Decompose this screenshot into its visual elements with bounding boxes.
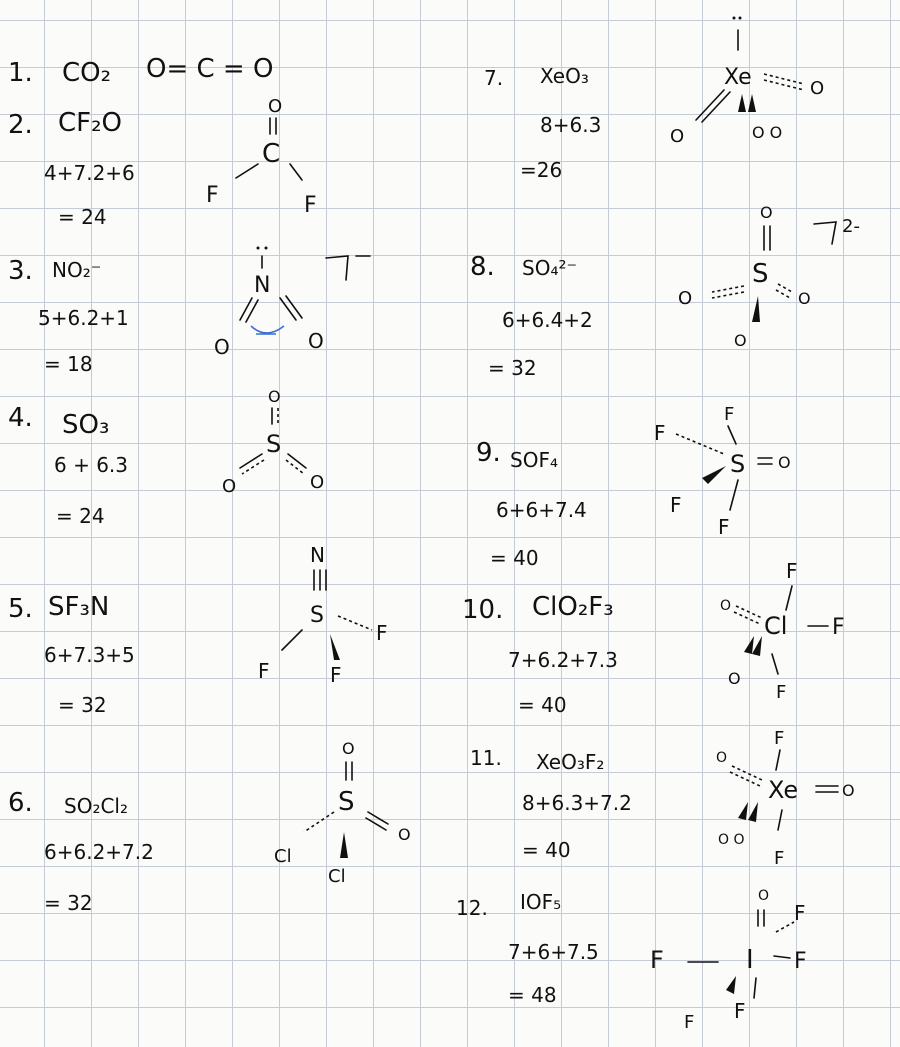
atom-o-right: O bbox=[810, 78, 825, 99]
atom-o-top: O bbox=[760, 203, 773, 222]
problem-5-electron-total: = 32 bbox=[58, 693, 107, 717]
problem-6-electron-sum: 6+6.2+7.2 bbox=[44, 840, 154, 864]
atom-f-left: F bbox=[650, 946, 664, 974]
atom-o-left: O bbox=[678, 288, 693, 309]
atom-cl-dash: Cl bbox=[274, 846, 292, 867]
problem-6-number: 6. bbox=[8, 788, 33, 818]
atom-o-right: O bbox=[308, 329, 324, 353]
problem-7-electron-total: =26 bbox=[520, 158, 563, 182]
atom-o-right: O bbox=[310, 472, 325, 493]
atom-o-right: O bbox=[842, 781, 855, 800]
atom-c-center: C bbox=[262, 139, 281, 169]
problem-3-electron-sum: 5+6.2+1 bbox=[38, 306, 129, 330]
atom-o-dash: O bbox=[720, 598, 732, 614]
atom-o-right: O bbox=[398, 825, 411, 844]
atom-s-center: S bbox=[752, 259, 769, 289]
atom-o-bottom: O O bbox=[752, 123, 783, 142]
atom-f-right: F bbox=[794, 949, 807, 974]
atom-s-center: S bbox=[310, 603, 324, 628]
atom-f-dash: F bbox=[376, 621, 388, 645]
atom-o-top: O bbox=[758, 888, 770, 904]
atom-f-bottom: F bbox=[776, 682, 787, 703]
atom-s-center: S bbox=[338, 787, 355, 817]
structure-so2cl2 bbox=[264, 736, 434, 890]
atom-xe-center: Xe bbox=[768, 776, 799, 804]
problem-11-number: 11. bbox=[470, 746, 502, 770]
atom-o-top: O bbox=[268, 387, 281, 406]
atom-cl-center: Cl bbox=[764, 612, 788, 640]
problem-2-electron-total: = 24 bbox=[58, 205, 107, 229]
atom-f-dash: F bbox=[654, 421, 666, 445]
problem-12-electron-sum: 7+6+7.5 bbox=[508, 940, 599, 964]
problem-2-electron-sum: 4+7.2+6 bbox=[44, 161, 135, 185]
problem-12-formula: IOF₅ bbox=[520, 890, 562, 914]
problem-11-electron-total: = 40 bbox=[522, 838, 571, 862]
atom-s-center: S bbox=[266, 430, 282, 458]
problem-4-formula: SO₃ bbox=[62, 410, 110, 440]
problem-1-structure: O= C = O bbox=[146, 54, 274, 84]
problem-8-electron-sum: 6+6.4+2 bbox=[502, 308, 593, 332]
problem-6-electron-total: = 32 bbox=[44, 891, 93, 915]
problem-3-number: 3. bbox=[8, 256, 33, 286]
problem-8-electron-total: = 32 bbox=[488, 356, 537, 380]
atom-o-bottom: O bbox=[728, 669, 741, 688]
problem-8-number: 8. bbox=[470, 252, 495, 282]
problem-10-electron-total: = 40 bbox=[518, 693, 567, 717]
problem-11-formula: XeO₃F₂ bbox=[536, 750, 605, 774]
structure-xeo3 bbox=[666, 14, 846, 158]
atom-s-center: S bbox=[730, 450, 746, 478]
atom-f-bottom-left: F bbox=[684, 1012, 695, 1033]
atom-f-bottom: F bbox=[774, 848, 785, 869]
problem-4-electron-total: = 24 bbox=[56, 504, 105, 528]
problem-1-number: 1. bbox=[8, 58, 33, 88]
structure-clo2f3 bbox=[716, 556, 886, 710]
problem-5-electron-sum: 6+7.3+5 bbox=[44, 643, 135, 667]
problem-7-number: 7. bbox=[484, 66, 504, 90]
atom-o-bottom: O bbox=[734, 331, 747, 350]
problem-8-formula: SO₄²⁻ bbox=[522, 256, 578, 280]
atom-f-upper-right: F bbox=[794, 901, 806, 925]
problem-10-electron-sum: 7+6.2+7.3 bbox=[508, 648, 618, 672]
problem-7-formula: XeO₃ bbox=[540, 64, 589, 88]
structure-so3 bbox=[216, 388, 346, 502]
problem-3-electron-total: = 18 bbox=[44, 352, 93, 376]
atom-o-right: O bbox=[778, 453, 791, 472]
problem-11-electron-sum: 8+6.3+7.2 bbox=[522, 791, 632, 815]
atom-xe-center: Xe bbox=[724, 65, 752, 90]
problem-2-formula: CF₂O bbox=[58, 108, 122, 138]
problem-9-formula: SOF₄ bbox=[510, 448, 558, 472]
problem-10-formula: ClO₂F₃ bbox=[532, 592, 614, 622]
atom-o-top: O bbox=[342, 739, 355, 758]
problem-12-electron-total: = 48 bbox=[508, 983, 557, 1007]
atom-f-bottom: F bbox=[718, 515, 730, 539]
structure-sf3n bbox=[248, 540, 408, 694]
atom-o-bottom-left: O O bbox=[718, 832, 745, 848]
charge-label: 2- bbox=[842, 216, 860, 237]
atom-n-top: N bbox=[310, 543, 325, 567]
atom-f-bottom: F bbox=[734, 999, 746, 1023]
atom-o-left: O bbox=[222, 476, 237, 497]
atom-f-left: F bbox=[206, 183, 219, 208]
atom-f-top: F bbox=[786, 559, 798, 583]
problem-9-number: 9. bbox=[476, 438, 501, 468]
atom-o-right: O bbox=[798, 289, 811, 308]
problem-1-formula: CO₂ bbox=[62, 58, 112, 88]
atom-o-left: O bbox=[214, 335, 230, 359]
problem-12-number: 12. bbox=[456, 896, 488, 920]
structure-sof4 bbox=[654, 400, 824, 554]
atom-i-center: I bbox=[746, 945, 754, 975]
problem-7-electron-sum: 8+6.3 bbox=[540, 113, 602, 137]
problem-6-formula: SO₂Cl₂ bbox=[64, 794, 128, 818]
problem-2-number: 2. bbox=[8, 110, 33, 140]
atom-f-top: F bbox=[774, 728, 785, 749]
atom-f-left: F bbox=[258, 659, 270, 683]
atom-n-center: N bbox=[254, 273, 271, 298]
problem-3-formula: NO₂⁻ bbox=[52, 258, 102, 282]
atom-cl-wedge: Cl bbox=[328, 866, 346, 887]
problem-5-formula: SF₃N bbox=[48, 592, 110, 622]
problem-4-electron-sum: 6 + 6.3 bbox=[54, 453, 129, 477]
structure-so4-2minus bbox=[672, 200, 882, 354]
structure-xeo3f2 bbox=[714, 722, 884, 876]
problem-4-number: 4. bbox=[8, 403, 33, 433]
atom-f-wedge: F bbox=[670, 493, 682, 517]
problem-9-electron-total: = 40 bbox=[490, 546, 539, 570]
structure-iof5 bbox=[646, 886, 826, 1040]
atom-f-right: F bbox=[304, 193, 317, 218]
atom-o-left: O bbox=[670, 126, 685, 147]
structure-no2-minus bbox=[196, 240, 376, 374]
problem-9-electron-sum: 6+6+7.4 bbox=[496, 498, 587, 522]
atom-o-dash: O bbox=[716, 750, 728, 766]
problem-10-number: 10. bbox=[462, 595, 504, 625]
structure-cf2o bbox=[190, 90, 330, 224]
atom-f-wedge: F bbox=[330, 663, 342, 687]
atom-o-top: O bbox=[268, 96, 283, 117]
problem-5-number: 5. bbox=[8, 594, 33, 624]
atom-f-top: F bbox=[724, 404, 735, 425]
atom-f-right: F bbox=[832, 615, 845, 640]
